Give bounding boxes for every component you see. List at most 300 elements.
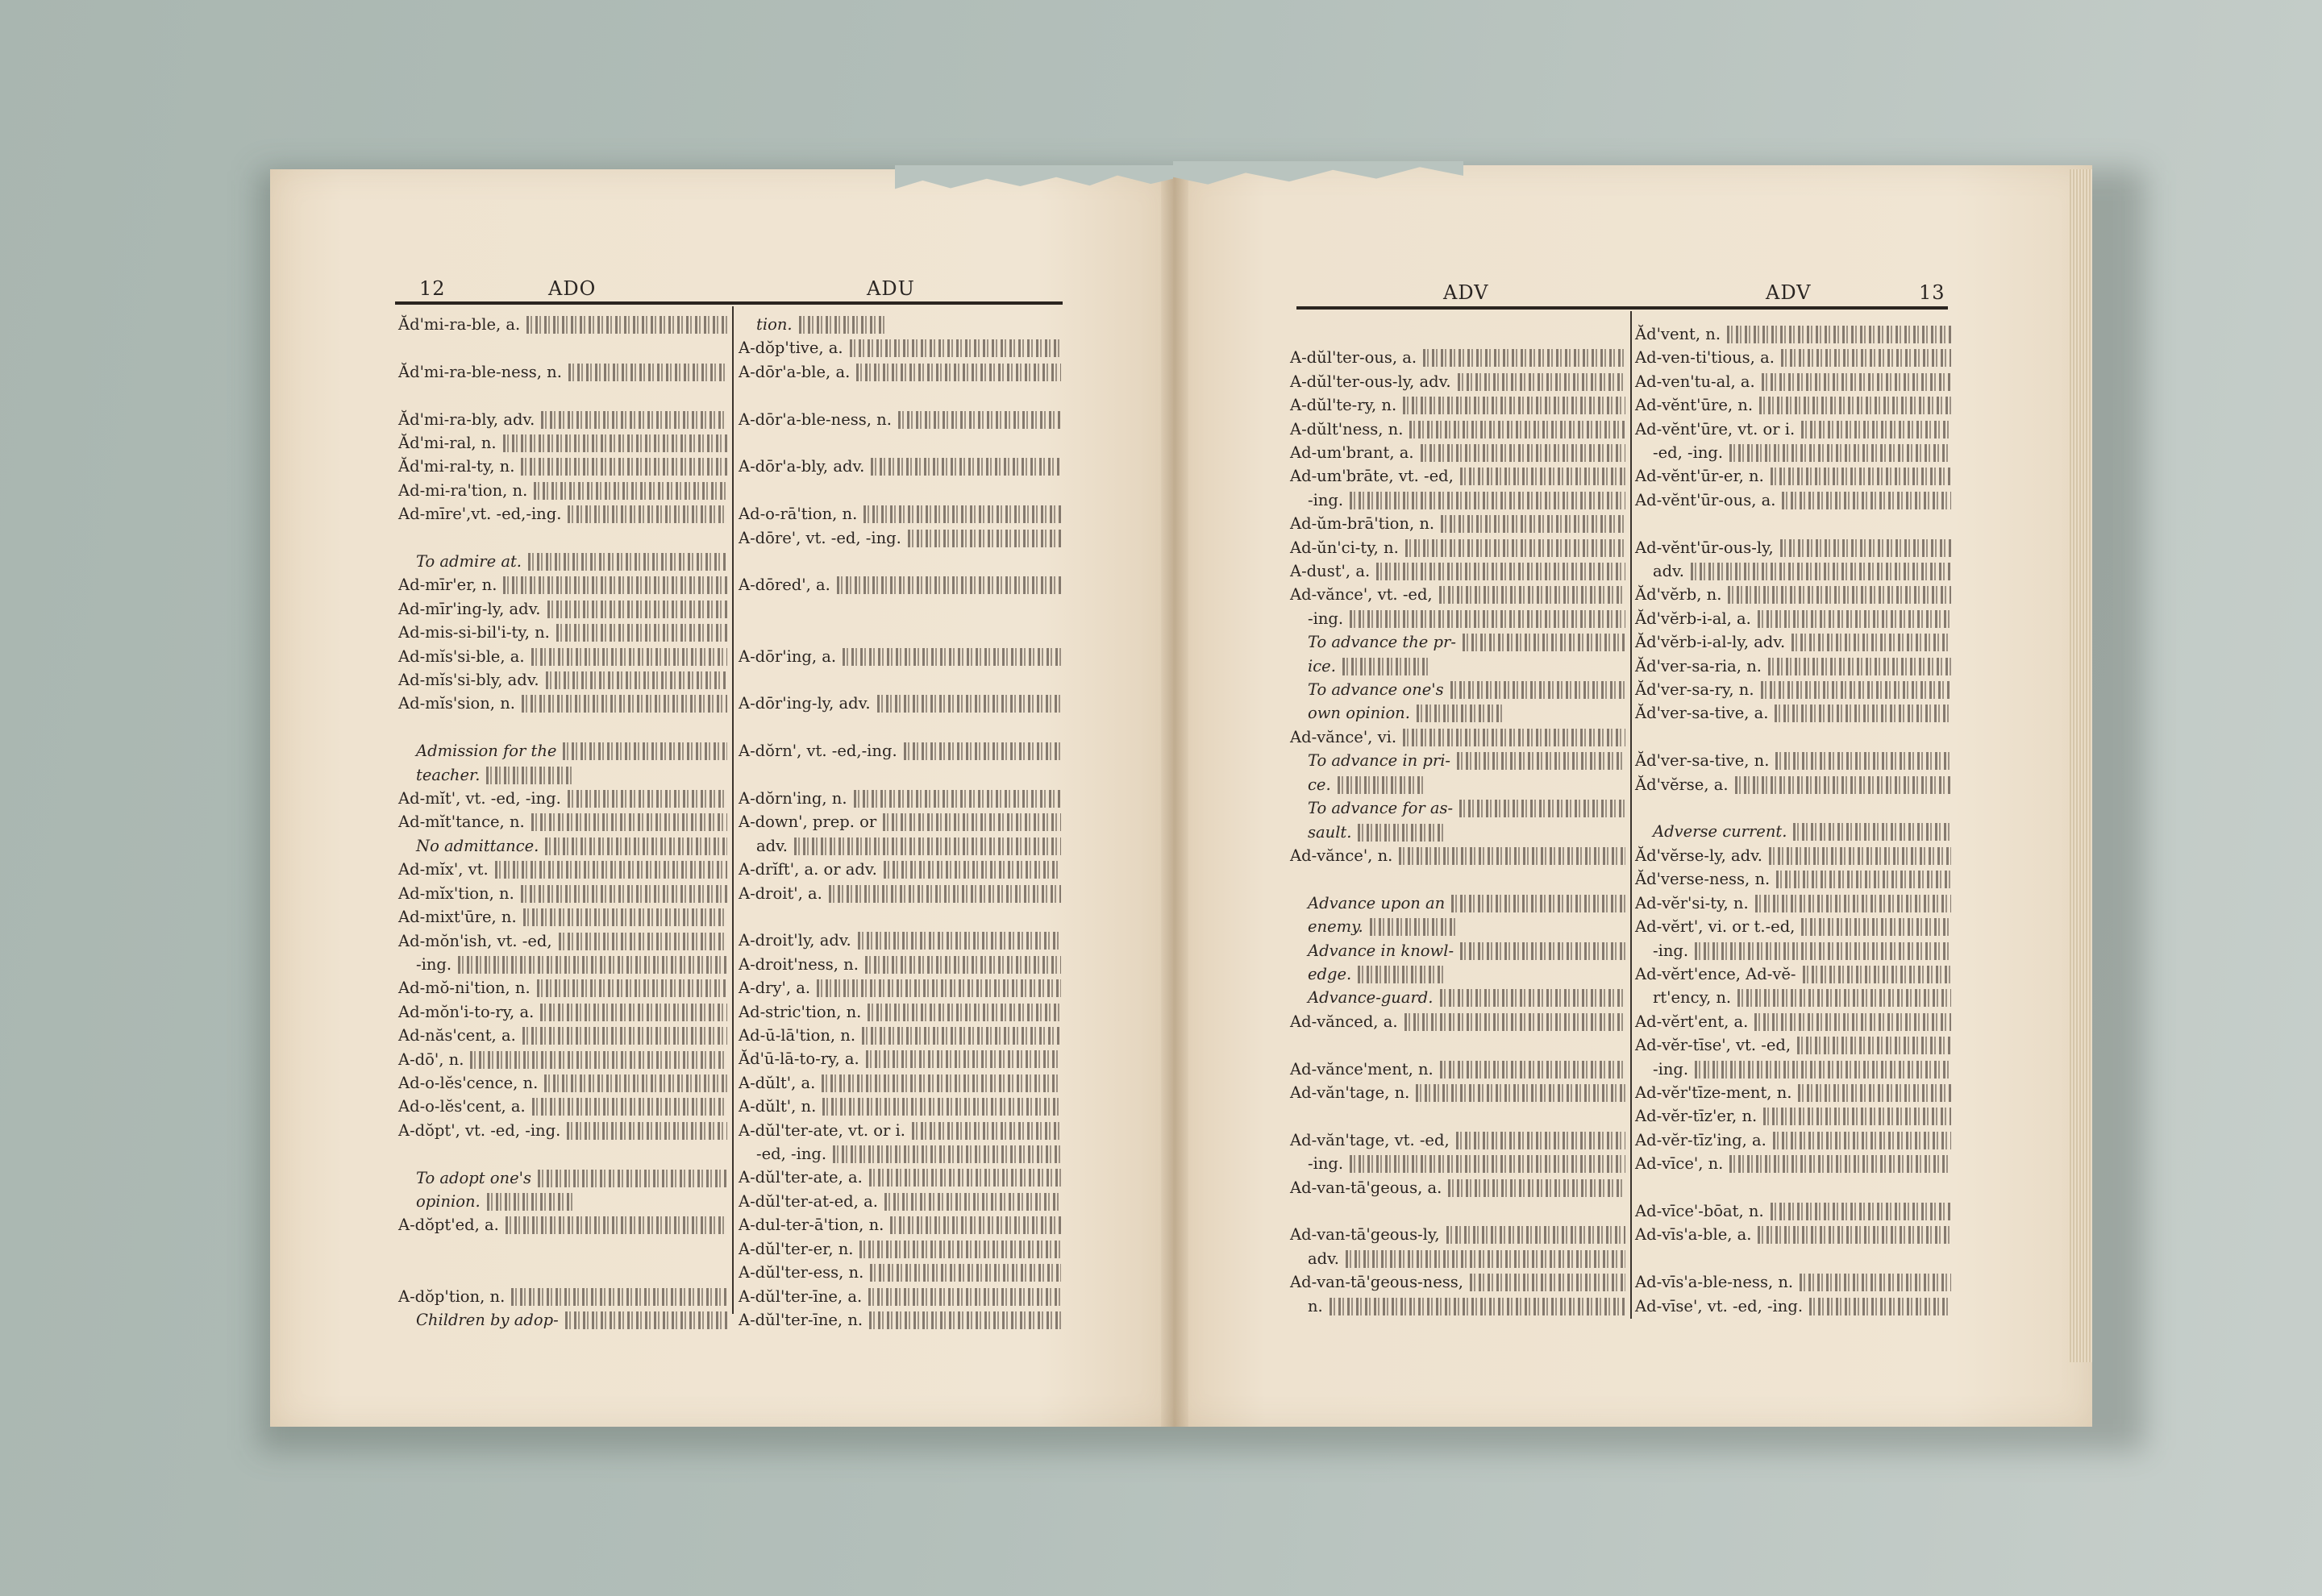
japanese-gloss — [794, 837, 1061, 855]
japanese-gloss — [547, 601, 728, 618]
dictionary-entry — [739, 976, 1061, 1000]
dictionary-entry — [398, 787, 727, 810]
japanese-gloss — [1763, 1108, 1951, 1125]
japanese-gloss — [799, 316, 888, 334]
headword: Ad-ven-ti'tious, a. — [1635, 348, 1775, 368]
japanese-gloss — [1737, 989, 1951, 1007]
japanese-gloss — [1459, 800, 1625, 817]
japanese-gloss — [1458, 373, 1625, 391]
entry-continuation — [1290, 1295, 1625, 1318]
japanese-gloss — [568, 364, 727, 381]
entry-continuation — [1635, 939, 1951, 962]
dictionary-entry — [1290, 1058, 1625, 1081]
blank-line — [1635, 1176, 1951, 1199]
dictionary-entry — [398, 1119, 727, 1142]
japanese-gloss — [1775, 704, 1951, 722]
dictionary-entry — [1290, 1081, 1625, 1104]
headword: ice. — [1308, 656, 1336, 675]
japanese-gloss — [1809, 1298, 1951, 1315]
headword: Ad-mĭx', vt. — [398, 860, 489, 879]
dictionary-entry — [398, 692, 727, 715]
japanese-gloss — [870, 1264, 1061, 1282]
japanese-gloss — [868, 1288, 1061, 1306]
japanese-gloss — [1403, 729, 1625, 746]
page-number-left: 12 — [419, 277, 446, 300]
headword: Ad-năs'cent, a. — [398, 1026, 516, 1045]
japanese-gloss — [565, 1311, 727, 1329]
right-page-header — [1298, 278, 1943, 304]
headword: -ed, -ing. — [1653, 443, 1724, 463]
japanese-gloss — [556, 624, 727, 642]
headword: Ad-van-tā'geous, a. — [1290, 1178, 1442, 1197]
japanese-gloss — [1695, 1061, 1951, 1079]
japanese-gloss — [1758, 610, 1951, 628]
headword: Ad-mŏn'i-to-ry, a. — [398, 1002, 535, 1021]
headword: A-dŭl'ter-at-ed, a. — [739, 1191, 878, 1211]
japanese-gloss — [1801, 421, 1951, 438]
right-page-column-1 — [1290, 322, 1625, 1318]
headword: Ad-vĕnt'ūre, n. — [1635, 396, 1754, 415]
blank-line — [739, 905, 1061, 929]
phrase-entry — [1290, 773, 1625, 796]
dictionary-entry — [739, 787, 1061, 810]
japanese-gloss — [1440, 1061, 1625, 1079]
headword: teacher. — [416, 765, 481, 784]
headword: A-droit'ly, adv. — [739, 931, 851, 950]
page-number-right: 13 — [1919, 281, 1945, 304]
blank-line — [739, 550, 1061, 573]
headword: Ad-vĕr-tīse', vt. -ed, — [1635, 1036, 1791, 1055]
phrase-entry — [1290, 630, 1625, 654]
japanese-gloss — [1729, 444, 1951, 462]
phrase-entry — [1290, 986, 1625, 1009]
japanese-gloss — [843, 648, 1061, 666]
japanese-gloss — [567, 1122, 727, 1140]
headword: Ad-vĕnt'ūre, vt. or i. — [1635, 419, 1796, 438]
dictionary-entry — [1290, 1128, 1625, 1152]
phrase-entry — [398, 739, 727, 763]
blank-line — [739, 763, 1061, 787]
dictionary-entry — [1635, 418, 1951, 441]
blank-line — [739, 716, 1061, 739]
dictionary-entry — [398, 1048, 727, 1071]
dictionary-entry — [739, 1166, 1061, 1189]
phrase-entry — [398, 1308, 727, 1332]
dictionary-entry — [1635, 892, 1951, 915]
headword: sault. — [1308, 822, 1352, 842]
japanese-gloss — [1358, 966, 1446, 983]
headword: A-dŏp'tive, a. — [739, 339, 843, 358]
headword: A-dŭl'ter-īne, n. — [739, 1310, 863, 1329]
dictionary-entry — [739, 1047, 1061, 1070]
headword: A-dŏrn'ing, n. — [739, 788, 847, 808]
entry-continuation — [398, 953, 727, 976]
blank-line — [1290, 322, 1625, 346]
dictionary-entry — [398, 408, 727, 431]
japanese-gloss — [534, 482, 727, 500]
headword: Ad-vīse', vt. -ed, -ing. — [1635, 1296, 1804, 1315]
headword: A-dul-ter-ā'tion, n. — [739, 1216, 884, 1235]
blank-line — [398, 384, 727, 407]
japanese-gloss — [1403, 397, 1625, 414]
guide-word-left-2: ADU — [867, 277, 915, 300]
headword: enemy. — [1308, 917, 1363, 937]
headword: A-dōr'a-ble-ness, n. — [739, 409, 892, 429]
dictionary-entry — [398, 502, 727, 526]
japanese-gloss — [890, 1216, 1061, 1234]
headword: Ad-ŭn'ci-ty, n. — [1290, 538, 1399, 557]
japanese-gloss — [1448, 1179, 1625, 1197]
headword: Ad-văn'tage, vt. -ed, — [1290, 1130, 1450, 1149]
japanese-gloss — [858, 932, 1061, 950]
dictionary-entry — [1290, 559, 1625, 583]
dictionary-entry — [1635, 630, 1951, 654]
blank-line — [1635, 796, 1951, 820]
headword: A-dōr'a-bly, adv. — [739, 457, 865, 476]
headword: own opinion. — [1308, 704, 1410, 723]
entry-continuation — [1635, 1058, 1951, 1081]
japanese-gloss — [1793, 823, 1951, 841]
headword: Ad-um'brant, a. — [1290, 443, 1414, 463]
headword: -ing. — [416, 954, 452, 974]
headword: Advance upon an — [1308, 893, 1446, 912]
headword: Ad-mīre',vt. -ed,-ing. — [398, 505, 562, 524]
japanese-gloss — [908, 530, 1061, 547]
dictionary-entry — [398, 929, 727, 953]
japanese-gloss — [1781, 349, 1951, 367]
headword: Ad-vīce'-bōat, n. — [1635, 1201, 1764, 1220]
japanese-gloss — [1460, 942, 1625, 960]
japanese-gloss — [865, 956, 1061, 974]
phrase-entry — [739, 313, 1061, 336]
japanese-gloss — [1791, 634, 1951, 651]
guide-word-right-1: ADV — [1443, 281, 1489, 304]
headword: Ad-vĕrt'ent, a. — [1635, 1012, 1749, 1031]
japanese-gloss — [1761, 681, 1951, 699]
japanese-gloss — [1404, 1013, 1625, 1031]
blank-line — [739, 621, 1061, 644]
dictionary-entry — [1290, 418, 1625, 441]
dictionary-entry — [1290, 1176, 1625, 1199]
headword: Ăd'vĕrb-i-al-ly, adv. — [1635, 633, 1786, 652]
dictionary-entry — [398, 431, 727, 455]
headword: To adopt one's — [416, 1168, 532, 1187]
headword: Ăd'vent, n. — [1635, 325, 1721, 343]
japanese-gloss — [854, 790, 1061, 808]
dictionary-entry — [1635, 915, 1951, 938]
dictionary-entry — [1635, 678, 1951, 701]
headword: Ad-van-tā'geous-ly, — [1290, 1225, 1440, 1245]
headword: To advance one's — [1308, 680, 1444, 700]
japanese-gloss — [1762, 373, 1951, 391]
dictionary-entry — [1635, 1128, 1951, 1152]
headword: Ad-mīr'er, n. — [398, 576, 497, 595]
japanese-gloss — [1768, 658, 1951, 675]
dictionary-entry — [739, 1213, 1061, 1236]
headword: Ad-vănce', n. — [1290, 846, 1393, 865]
japanese-gloss — [546, 671, 727, 689]
japanese-gloss — [470, 1051, 727, 1069]
dictionary-entry — [1635, 393, 1951, 417]
japanese-gloss — [1342, 658, 1431, 675]
headword: Ad-vĕr-tīz'er, n. — [1635, 1107, 1758, 1126]
headword: Ăd'mi-ral-ty, n. — [398, 457, 515, 476]
japanese-gloss — [871, 458, 1061, 476]
japanese-gloss — [1775, 752, 1951, 770]
column-divider-left — [732, 306, 734, 1314]
dictionary-entry — [739, 1285, 1061, 1308]
entry-continuation — [739, 1142, 1061, 1166]
dictionary-entry — [739, 360, 1061, 384]
japanese-gloss — [863, 505, 1061, 523]
headword: Ad-mŏn'ish, vt. -ed, — [398, 931, 552, 950]
blank-line — [739, 668, 1061, 692]
blank-line — [739, 597, 1061, 621]
dictionary-entry — [739, 739, 1061, 763]
dictionary-entry — [1635, 844, 1951, 867]
headword: A-dōr'a-ble, a. — [739, 362, 851, 381]
entry-continuation — [1290, 1152, 1625, 1175]
japanese-gloss — [1440, 989, 1626, 1007]
headword: opinion. — [416, 1191, 481, 1211]
japanese-gloss — [850, 339, 1061, 357]
headword: A-dry', a. — [739, 979, 811, 998]
headword: Ăd'verse-ness, n. — [1635, 870, 1771, 889]
japanese-gloss — [817, 979, 1061, 997]
japanese-gloss — [1346, 1250, 1625, 1268]
left-page-column-1 — [398, 313, 727, 1332]
dictionary-entry — [1635, 867, 1951, 891]
dictionary-entry — [1635, 962, 1951, 986]
japanese-gloss — [1457, 752, 1625, 770]
headword: Ad-stric'tion, n. — [739, 1002, 862, 1021]
japanese-gloss — [1338, 776, 1426, 794]
dictionary-entry — [1290, 1270, 1625, 1294]
blank-line — [398, 1142, 727, 1166]
headword: Ăd'ver-sa-tive, n. — [1635, 751, 1770, 771]
blank-line — [398, 336, 727, 360]
japanese-gloss — [532, 1098, 727, 1116]
dictionary-entry — [1290, 1010, 1625, 1033]
dictionary-entry — [739, 455, 1061, 478]
dictionary-entry — [1635, 1223, 1951, 1246]
dictionary-entry — [1635, 370, 1951, 393]
japanese-gloss — [877, 695, 1061, 713]
japanese-gloss — [869, 1169, 1061, 1187]
headword: Ad-vĕnt'ūr-ous, a. — [1635, 490, 1776, 509]
dictionary-entry — [739, 408, 1061, 431]
dictionary-entry — [1635, 607, 1951, 630]
dictionary-entry — [1635, 1270, 1951, 1294]
headword: tion. — [756, 315, 793, 334]
blank-line — [1635, 725, 1951, 749]
japanese-gloss — [1727, 326, 1951, 343]
japanese-gloss — [1421, 444, 1625, 462]
dictionary-entry — [1635, 655, 1951, 678]
dictionary-entry — [1290, 512, 1625, 535]
dictionary-entry — [739, 1000, 1061, 1024]
japanese-gloss — [503, 576, 727, 594]
dictionary-entry — [1635, 346, 1951, 369]
dictionary-entry — [398, 858, 727, 881]
japanese-gloss — [1803, 966, 1952, 983]
dictionary-entry — [398, 668, 727, 692]
phrase-entry — [398, 550, 727, 573]
japanese-gloss — [1399, 847, 1625, 865]
phrase-entry — [1635, 820, 1951, 843]
japanese-gloss — [1416, 1084, 1625, 1102]
headword: Ad-ū-lā'tion, n. — [739, 1026, 856, 1045]
headword: Ad-mĭt', vt. -ed, -ing. — [398, 789, 561, 808]
book-spine — [1161, 169, 1188, 1427]
headword: A-dōred', a. — [739, 576, 830, 595]
dictionary-entry — [398, 976, 727, 1000]
dictionary-entry — [1290, 1223, 1625, 1246]
japanese-gloss — [522, 1027, 727, 1045]
headword: -ing. — [1653, 1059, 1689, 1079]
entry-continuation — [1635, 559, 1951, 583]
japanese-gloss — [1771, 468, 1951, 485]
japanese-gloss — [568, 790, 727, 808]
phrase-entry — [1290, 749, 1625, 772]
right-page-column-2 — [1635, 322, 1951, 1318]
japanese-gloss — [1782, 492, 1951, 509]
japanese-gloss — [1463, 634, 1625, 651]
headword: Ăd'ver-sa-ria, n. — [1635, 656, 1762, 675]
dictionary-entry — [739, 526, 1061, 550]
japanese-gloss — [1439, 586, 1625, 604]
dictionary-entry — [1635, 1033, 1951, 1057]
headword: Ad-mŏ-ni'tion, n. — [398, 979, 531, 998]
header-rule-right — [1296, 306, 1948, 310]
japanese-gloss — [540, 1004, 727, 1021]
japanese-gloss — [1776, 871, 1951, 888]
blank-line — [1635, 1247, 1951, 1270]
japanese-gloss — [1451, 895, 1625, 912]
japanese-gloss — [868, 1004, 1061, 1021]
headword: Admission for the — [416, 742, 557, 761]
japanese-gloss — [1771, 1203, 1951, 1220]
blank-line — [1290, 867, 1625, 891]
headword: Ad-vĕr-tīz'ing, a. — [1635, 1130, 1766, 1149]
dictionary-entry — [1635, 464, 1951, 488]
headword: A-dōre', vt. -ed, -ing. — [739, 528, 901, 547]
headword: To advance the pr- — [1308, 633, 1456, 652]
blank-line — [739, 384, 1061, 407]
headword: A-dōr'ing, a. — [739, 646, 837, 666]
dictionary-entry — [1635, 701, 1951, 725]
japanese-gloss — [506, 1216, 727, 1234]
headword: Ăd'vĕrse, a. — [1635, 775, 1729, 794]
headword: A-dŏp'tion, n. — [398, 1286, 506, 1306]
japanese-gloss — [522, 695, 727, 713]
dictionary-entry — [398, 882, 727, 905]
dictionary-entry — [1635, 1295, 1951, 1318]
headword: A-droit', a. — [739, 883, 822, 903]
phrase-entry — [1290, 678, 1625, 701]
headword: Ad-o-lĕs'cence, n. — [398, 1073, 539, 1092]
headword: n. — [1308, 1296, 1323, 1315]
dictionary-entry — [1290, 725, 1625, 749]
headword: To advance in pri- — [1308, 751, 1451, 771]
headword: Ad-văn'tage, n. — [1290, 1083, 1410, 1102]
blank-line — [398, 526, 727, 550]
japanese-gloss — [883, 813, 1061, 831]
headword: ce. — [1308, 775, 1331, 794]
japanese-gloss — [1456, 1132, 1625, 1149]
headword: Ad-vĕnt'ūr-ous-ly, — [1635, 538, 1774, 557]
dictionary-entry — [739, 1237, 1061, 1261]
headword: Ad-mīr'ing-ly, adv. — [398, 599, 541, 618]
headword: A-dŭl'ter-ess, n. — [739, 1263, 864, 1282]
left-page-header — [419, 274, 1064, 300]
japanese-gloss — [856, 364, 1061, 381]
japanese-gloss — [1758, 1226, 1951, 1244]
dictionary-entry — [1635, 773, 1951, 796]
dictionary-entry — [1635, 749, 1951, 772]
headword: Ăd'vĕrse-ly, adv. — [1635, 846, 1763, 865]
japanese-gloss — [1798, 1084, 1951, 1102]
japanese-gloss — [1729, 1155, 1951, 1173]
blank-line — [1290, 1033, 1625, 1057]
headword: adv. — [756, 836, 789, 855]
dictionary-entry — [1290, 844, 1625, 867]
headword: A-dŭl'ter-ous, a. — [1290, 348, 1417, 368]
japanese-gloss — [859, 1241, 1061, 1258]
dictionary-entry — [398, 810, 727, 833]
dictionary-entry — [1290, 536, 1625, 559]
japanese-gloss — [1441, 515, 1625, 533]
guide-word-right-2: ADV — [1766, 281, 1812, 304]
japanese-gloss — [511, 1288, 727, 1306]
japanese-gloss — [1417, 704, 1505, 722]
header-rule-left — [395, 301, 1063, 305]
japanese-gloss — [1423, 349, 1625, 367]
dictionary-entry — [1290, 583, 1625, 606]
phrase-entry — [1290, 892, 1625, 915]
japanese-gloss — [822, 1074, 1061, 1092]
dictionary-entry — [739, 1261, 1061, 1284]
phrase-entry — [1290, 796, 1625, 820]
blank-line — [398, 1237, 727, 1261]
japanese-gloss — [1405, 539, 1625, 557]
headword: Ad-vănce', vt. -ed, — [1290, 585, 1433, 605]
dictionary-entry — [398, 479, 727, 502]
dictionary-entry — [1635, 488, 1951, 512]
headword: Advance in knowl- — [1308, 941, 1454, 960]
headword: Ăd'vĕrb, n. — [1635, 585, 1722, 605]
japanese-gloss — [1801, 918, 1951, 936]
headword: A-dŭl'ter-ate, a. — [739, 1168, 863, 1187]
headword: Ad-ven'tu-al, a. — [1635, 372, 1755, 391]
headword: -ing. — [1308, 1154, 1344, 1174]
headword: Ad-mixt'ūre, n. — [398, 908, 517, 927]
japanese-gloss — [458, 956, 727, 974]
phrase-entry — [1290, 939, 1625, 962]
headword: -ing. — [1308, 490, 1344, 509]
japanese-gloss — [1470, 1274, 1625, 1291]
guide-word-left-1: ADO — [548, 277, 597, 300]
dictionary-entry — [398, 1213, 727, 1236]
japanese-gloss — [1695, 942, 1951, 960]
phrase-entry — [1290, 962, 1625, 986]
headword: Ad-van-tā'geous-ness, — [1290, 1273, 1463, 1292]
headword: A-dŭl'ter-ous-ly, adv. — [1290, 372, 1451, 391]
dictionary-entry — [739, 1190, 1061, 1213]
headword: Ăd'ver-sa-ry, n. — [1635, 680, 1754, 700]
japanese-gloss — [495, 861, 727, 879]
headword: Ad-vĕr'tīze-ment, n. — [1635, 1083, 1792, 1102]
